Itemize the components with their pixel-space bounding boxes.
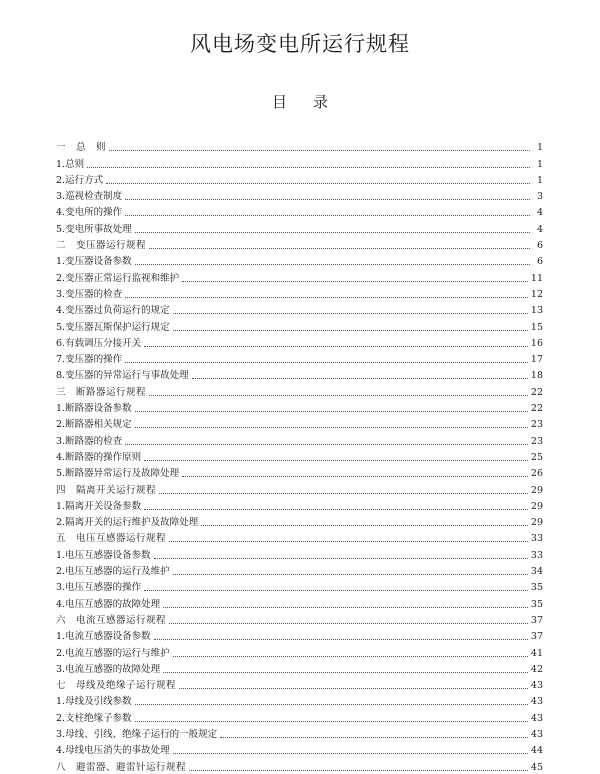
toc-section-entry[interactable]: [56, 399, 543, 415]
toc-entry-label: 七 母线及绝缘子运行规程: [56, 680, 177, 692]
toc-section-entry[interactable]: [56, 317, 543, 333]
dot-leader: [125, 215, 530, 216]
toc-section-entry[interactable]: [56, 268, 543, 284]
toc-entry-page-number: 16: [530, 337, 543, 349]
toc-entry-page-number: 22: [530, 386, 543, 398]
dot-leader: [154, 639, 528, 640]
toc-section-entry[interactable]: [56, 660, 543, 676]
toc-entry-page-number: 4: [536, 207, 543, 219]
toc-entry-label: 3.变压器的检查: [56, 288, 123, 300]
dot-leader: [106, 183, 530, 184]
toc-section-entry[interactable]: [56, 350, 543, 366]
toc-entry-page-number: 17: [530, 354, 543, 366]
toc-entry-page-number: 33: [530, 533, 543, 545]
toc-section-entry[interactable]: [56, 366, 543, 382]
toc-entry-label: 4.母线电压消失的事故处理: [56, 745, 170, 757]
dot-leader: [173, 574, 528, 575]
dot-leader: [154, 558, 528, 559]
toc-entry-page-number: 35: [530, 582, 543, 594]
toc-entry-label: 2.运行方式: [56, 174, 104, 186]
dot-leader: [179, 688, 528, 689]
toc-entry-page-number: 12: [530, 288, 543, 300]
dot-leader: [149, 248, 530, 249]
toc-section-entry[interactable]: [56, 448, 543, 464]
toc-section-entry[interactable]: [56, 692, 543, 708]
toc-chapter-entry[interactable]: [56, 757, 543, 773]
toc-entry-label: 8.变压器的异常运行与事故处理: [56, 370, 189, 382]
dot-leader: [169, 541, 528, 542]
dot-leader: [135, 411, 528, 412]
toc-entry-label: 5.变电所事故处理: [56, 223, 132, 235]
toc-entry-page-number: 41: [530, 647, 543, 659]
toc-entry-page-number: 15: [530, 321, 543, 333]
dot-leader: [135, 264, 530, 265]
toc-chapter-entry[interactable]: [56, 676, 543, 692]
toc-entry-label: 6.有载调压分接开关: [56, 337, 142, 349]
toc-entry-page-number: 43: [530, 696, 543, 708]
dot-leader: [135, 232, 530, 233]
toc-section-entry[interactable]: [56, 415, 543, 431]
toc-entry-label: 2.变压器正常运行监视和维护: [56, 272, 180, 284]
toc-entry-label: 5.变压器瓦斯保护运行规定: [56, 321, 170, 333]
toc-entry-label: 2.隔离开关的运行维护及故障处理: [56, 517, 199, 529]
toc-entry-label: 八 避雷器、避雷针运行规程: [56, 761, 187, 773]
toc-entry-label: 4.电压互感器的故障处理: [56, 598, 161, 610]
dot-leader: [182, 281, 528, 282]
dot-leader: [109, 150, 530, 151]
dot-leader: [135, 427, 528, 428]
toc-section-entry[interactable]: [56, 741, 543, 757]
toc-section-entry[interactable]: [56, 627, 543, 643]
toc-section-entry[interactable]: [56, 708, 543, 724]
toc-section-entry[interactable]: [56, 578, 543, 594]
toc-section-entry[interactable]: [56, 154, 543, 170]
dot-leader: [144, 509, 528, 510]
toc-entry-label: 2.电压互感器的运行及维护: [56, 566, 170, 578]
toc-chapter-entry[interactable]: [56, 382, 543, 398]
toc-entry-page-number: 18: [530, 370, 543, 382]
toc-section-entry[interactable]: [56, 513, 543, 529]
toc-entry-label: 2.断路器相关规定: [56, 419, 132, 431]
toc-chapter-entry[interactable]: [56, 480, 543, 496]
toc-section-entry[interactable]: [56, 725, 543, 741]
toc-entry-label: 五 电压互感器运行规程: [56, 533, 167, 545]
toc-entry-label: 二 变压器运行规程: [56, 240, 147, 252]
dot-leader: [125, 297, 528, 298]
toc-entry-page-number: 34: [530, 566, 543, 578]
toc-entry-label: 5.断路器异常运行及故障处理: [56, 468, 180, 480]
dot-leader: [173, 330, 528, 331]
toc-entry-page-number: 44: [530, 745, 543, 757]
toc-entry-page-number: 1: [536, 158, 543, 170]
toc-section-entry[interactable]: [56, 431, 543, 447]
toc-entry-label: 四 隔离开关运行规程: [56, 484, 157, 496]
toc-entry-page-number: 3: [536, 191, 543, 203]
dot-leader: [144, 346, 528, 347]
toc-entry-page-number: 42: [530, 663, 543, 675]
dot-leader: [149, 395, 528, 396]
toc-entry-page-number: 29: [530, 500, 543, 512]
toc-chapter-entry[interactable]: [56, 138, 543, 154]
toc-section-entry[interactable]: [56, 285, 543, 301]
toc-entry-page-number: 26: [530, 468, 543, 480]
dot-leader: [125, 199, 530, 200]
toc-entry-page-number: 6: [536, 240, 543, 252]
toc-section-entry[interactable]: [56, 643, 543, 659]
toc-entry-label: 4.断路器的操作原则: [56, 451, 142, 463]
dot-leader: [87, 167, 530, 168]
toc-entry-label: 2.电流互感器的运行与维护: [56, 647, 170, 659]
toc-section-entry[interactable]: [56, 464, 543, 480]
toc-entry-page-number: 37: [530, 631, 543, 643]
toc-entry-page-number: 6: [536, 256, 543, 268]
toc-section-entry[interactable]: [56, 545, 543, 561]
toc-entry-label: 1.隔离开关设备参数: [56, 500, 142, 512]
toc-entry-page-number: 43: [530, 680, 543, 692]
toc-entry-label: 1.断路器设备参数: [56, 403, 132, 415]
toc-entry-label: 7.变压器的操作: [56, 354, 123, 366]
dot-leader: [169, 623, 528, 624]
toc-entry-label: 3.电压互感器的操作: [56, 582, 142, 594]
toc-entry-label: 六 电流互感器运行规程: [56, 614, 167, 626]
dot-leader: [182, 476, 528, 477]
toc-entry-label: 3.母线、引线、绝缘子运行的一般规定: [56, 728, 218, 740]
dot-leader: [173, 313, 528, 314]
toc-entry-label: 3.巡视检查制度: [56, 191, 123, 203]
toc-entry-page-number: 35: [530, 598, 543, 610]
toc-entry-page-number: 4: [536, 223, 543, 235]
dot-leader: [144, 590, 528, 591]
toc-section-entry[interactable]: [56, 219, 543, 235]
toc-entry-page-number: 13: [530, 305, 543, 317]
toc-entry-label: 4.变压器过负荷运行的规定: [56, 305, 170, 317]
toc-section-entry[interactable]: [56, 252, 543, 268]
dot-leader: [201, 525, 528, 526]
toc-entry-page-number: 1: [536, 174, 543, 186]
toc-entry-label: 2.支柱绝缘子参数: [56, 712, 132, 724]
dot-leader: [125, 444, 528, 445]
toc-entry-label: 1.母线及引线参数: [56, 696, 132, 708]
toc-section-entry[interactable]: [56, 334, 543, 350]
toc-entry-page-number: 43: [530, 728, 543, 740]
toc-heading: 目录: [271, 93, 354, 111]
dot-leader: [163, 607, 528, 608]
toc-entry-page-number: 25: [530, 451, 543, 463]
toc-entry-page-number: 37: [530, 614, 543, 626]
toc-chapter-entry[interactable]: [56, 611, 543, 627]
toc-entry-label: 3.电流互感器的故障处理: [56, 663, 161, 675]
dot-leader: [173, 753, 528, 754]
toc-section-entry[interactable]: [56, 203, 543, 219]
toc-entry-label: 1.变压器设备参数: [56, 256, 132, 268]
toc-entry-page-number: 23: [530, 435, 543, 447]
toc-chapter-entry[interactable]: [56, 236, 543, 252]
dot-leader: [192, 378, 528, 379]
toc-entry-page-number: 45: [530, 761, 543, 773]
toc-entry-label: 1.总则: [56, 158, 85, 170]
toc-section-entry[interactable]: [56, 301, 543, 317]
toc-section-entry[interactable]: [56, 171, 543, 187]
toc-section-entry[interactable]: [56, 562, 543, 578]
toc-entry-page-number: 29: [530, 517, 543, 529]
toc-entry-page-number: 29: [530, 484, 543, 496]
toc-entry-label: 三 断路器运行规程: [56, 386, 147, 398]
toc-entry-page-number: 11: [530, 272, 543, 284]
toc-entry-label: 4.变电所的操作: [56, 207, 123, 219]
document-title: 风电场变电所运行规程: [190, 32, 410, 56]
toc-section-entry[interactable]: [56, 594, 543, 610]
toc-entry-page-number: 23: [530, 419, 543, 431]
dot-leader: [135, 721, 528, 722]
toc-entry-page-number: 33: [530, 549, 543, 561]
dot-leader: [135, 704, 528, 705]
dot-leader: [173, 656, 528, 657]
toc-entry-label: 1.电压互感器设备参数: [56, 549, 151, 561]
dot-leader: [220, 737, 528, 738]
dot-leader: [163, 672, 528, 673]
toc-section-entry[interactable]: [56, 187, 543, 203]
toc-chapter-entry[interactable]: [56, 529, 543, 545]
dot-leader: [125, 362, 528, 363]
toc-entry-label: 1.电流互感器设备参数: [56, 631, 151, 643]
toc-entry-page-number: 22: [530, 403, 543, 415]
toc-entry-label: 3.断路器的检查: [56, 435, 123, 447]
toc-entry-page-number: 1: [536, 142, 543, 154]
table-of-contents: [56, 138, 543, 774]
dot-leader: [189, 770, 528, 771]
toc-entry-page-number: 43: [530, 712, 543, 724]
toc-section-entry[interactable]: [56, 497, 543, 513]
dot-leader: [159, 493, 528, 494]
dot-leader: [144, 460, 528, 461]
toc-entry-label: 一 总 则: [56, 142, 107, 154]
